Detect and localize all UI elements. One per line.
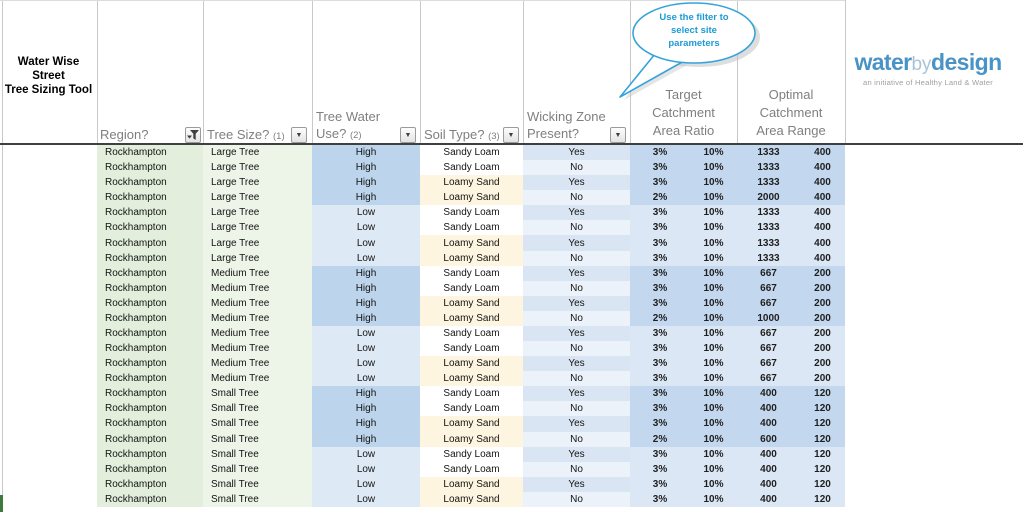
header-tree-size[interactable] <box>207 126 285 145</box>
table-cell[interactable]: 667 <box>737 356 800 371</box>
table-cell[interactable]: 3% <box>630 235 690 250</box>
table-cell[interactable]: 10% <box>690 401 737 416</box>
table-cell[interactable]: 200 <box>800 266 845 281</box>
table-cell[interactable]: 10% <box>690 281 737 296</box>
table-cell[interactable]: Yes <box>523 477 630 492</box>
table-cell[interactable]: No <box>523 220 630 235</box>
table-cell[interactable]: Rockhampton <box>97 190 203 205</box>
table-cell[interactable]: 667 <box>737 326 800 341</box>
table-cell[interactable]: 1333 <box>737 205 800 220</box>
table-cell[interactable]: No <box>523 432 630 447</box>
table-cell[interactable]: 400 <box>737 386 800 401</box>
table-cell[interactable]: Yes <box>523 175 630 190</box>
table-cell[interactable]: 120 <box>800 386 845 401</box>
table-cell[interactable]: 3% <box>630 462 690 477</box>
table-row <box>97 235 845 250</box>
table-cell[interactable]: 10% <box>690 371 737 386</box>
table-row <box>97 220 845 235</box>
table-cell[interactable]: Small Tree <box>203 386 312 401</box>
table-cell[interactable]: Loamy Sand <box>420 416 523 431</box>
table-cell[interactable]: Loamy Sand <box>420 296 523 311</box>
tree-water-filter-button[interactable] <box>400 127 416 143</box>
header-tree-water-line2-wrap <box>316 125 380 144</box>
table-cell[interactable]: 10% <box>690 296 737 311</box>
tree-size-filter-button[interactable] <box>291 127 307 143</box>
table-cell[interactable]: Rockhampton <box>97 356 203 371</box>
table-cell[interactable]: 400 <box>737 447 800 462</box>
table-row <box>97 251 845 266</box>
logo-word-water: water <box>854 49 912 75</box>
table-cell[interactable]: No <box>523 341 630 356</box>
table-cell[interactable]: Large Tree <box>203 190 312 205</box>
table-cell[interactable]: Loamy Sand <box>420 311 523 326</box>
header-wicking-line2: Present? <box>527 126 580 141</box>
table-cell[interactable]: 10% <box>690 145 737 160</box>
table-cell[interactable]: 3% <box>630 492 690 507</box>
table-cell[interactable]: Yes <box>523 326 630 341</box>
callout-line1: Use the filter to <box>659 12 729 23</box>
table-cell[interactable]: No <box>523 462 630 477</box>
table-cell[interactable]: Rockhampton <box>97 477 203 492</box>
table-cell[interactable]: No <box>523 251 630 266</box>
table-cell[interactable]: Yes <box>523 235 630 250</box>
column-gridline <box>845 0 846 143</box>
table-row <box>97 175 845 190</box>
table-cell[interactable]: Small Tree <box>203 416 312 431</box>
table-cell[interactable]: Rockhampton <box>97 145 203 160</box>
table-cell[interactable]: 2% <box>630 190 690 205</box>
table-cell[interactable]: Rockhampton <box>97 447 203 462</box>
column-gridline <box>203 0 204 143</box>
tool-title-line2: Tree Sizing Tool <box>4 84 93 96</box>
table-cell[interactable]: 3% <box>630 416 690 431</box>
table-cell[interactable]: Sandy Loam <box>420 266 523 281</box>
table-cell[interactable]: No <box>523 371 630 386</box>
logo-word-by: by <box>911 54 932 75</box>
table-cell[interactable]: Low <box>312 477 420 492</box>
header-target-line3: Area Ratio <box>652 123 715 138</box>
table-row <box>97 266 845 281</box>
table-cell[interactable]: Sandy Loam <box>420 462 523 477</box>
table-cell[interactable]: Rockhampton <box>97 462 203 477</box>
table-cell[interactable]: High <box>312 266 420 281</box>
table-cell[interactable]: 3% <box>630 386 690 401</box>
table-cell[interactable]: 3% <box>630 296 690 311</box>
table-cell[interactable]: 3% <box>630 160 690 175</box>
table-cell[interactable]: 400 <box>800 205 845 220</box>
table-cell[interactable]: 200 <box>800 341 845 356</box>
table-cell[interactable]: 667 <box>737 371 800 386</box>
table-cell[interactable]: Yes <box>523 447 630 462</box>
table-cell[interactable]: 120 <box>800 416 845 431</box>
table-row <box>97 462 845 477</box>
table-cell[interactable]: Small Tree <box>203 432 312 447</box>
table-cell[interactable]: 120 <box>800 401 845 416</box>
table-cell[interactable]: High <box>312 281 420 296</box>
region-filter-button[interactable] <box>185 127 201 143</box>
header-target-line1: Target <box>665 87 702 102</box>
dropdown-arrow-icon: ▼ <box>507 131 515 139</box>
table-cell[interactable]: 10% <box>690 386 737 401</box>
table-cell[interactable]: Medium Tree <box>203 341 312 356</box>
table-cell[interactable]: Small Tree <box>203 462 312 477</box>
soil-type-filter-button[interactable] <box>503 127 519 143</box>
water-by-design-logo <box>848 50 1008 87</box>
table-cell[interactable]: Low <box>312 447 420 462</box>
table-cell[interactable]: High <box>312 296 420 311</box>
table-cell[interactable]: High <box>312 432 420 447</box>
table-cell[interactable]: Low <box>312 220 420 235</box>
table-cell[interactable]: Loamy Sand <box>420 492 523 507</box>
callout-line2: select site <box>671 25 717 36</box>
table-cell[interactable]: 10% <box>690 356 737 371</box>
table-cell[interactable]: 10% <box>690 462 737 477</box>
table-cell[interactable]: Loamy Sand <box>420 190 523 205</box>
table-cell[interactable]: No <box>523 492 630 507</box>
table-cell[interactable]: Rockhampton <box>97 266 203 281</box>
table-cell[interactable]: 400 <box>800 145 845 160</box>
table-cell[interactable]: 10% <box>690 175 737 190</box>
table-cell[interactable]: Medium Tree <box>203 371 312 386</box>
table-cell[interactable]: No <box>523 190 630 205</box>
table-cell[interactable]: High <box>312 145 420 160</box>
table-cell[interactable]: 2% <box>630 311 690 326</box>
header-soil-type-label: Soil Type? <box>424 127 485 142</box>
column-gridline <box>97 0 98 143</box>
header-soil-type-number: (3) <box>488 131 500 142</box>
table-cell[interactable]: 400 <box>800 220 845 235</box>
table-cell[interactable]: Sandy Loam <box>420 341 523 356</box>
header-soil-type[interactable] <box>424 126 500 145</box>
callout-bubble <box>600 0 780 105</box>
table-cell[interactable]: 10% <box>690 326 737 341</box>
table-cell[interactable]: 200 <box>800 326 845 341</box>
table-cell[interactable]: 200 <box>800 281 845 296</box>
table-row <box>97 371 845 386</box>
table-cell[interactable]: 120 <box>800 432 845 447</box>
column-gridline <box>523 0 524 143</box>
table-row <box>97 401 845 416</box>
table-cell[interactable]: No <box>523 160 630 175</box>
table-cell[interactable]: Large Tree <box>203 175 312 190</box>
table-cell[interactable]: 10% <box>690 205 737 220</box>
table-cell[interactable]: Small Tree <box>203 492 312 507</box>
table-cell[interactable]: 1333 <box>737 145 800 160</box>
table-cell[interactable]: 10% <box>690 432 737 447</box>
table-cell[interactable]: Yes <box>523 416 630 431</box>
table-cell[interactable]: High <box>312 190 420 205</box>
table-row <box>97 190 845 205</box>
table-cell[interactable]: 10% <box>690 235 737 250</box>
table-cell[interactable]: 3% <box>630 447 690 462</box>
table-row <box>97 447 845 462</box>
header-target-line2: Catchment <box>652 105 715 120</box>
header-tree-water-number: (2) <box>349 130 362 141</box>
table-cell[interactable]: 667 <box>737 296 800 311</box>
table-cell[interactable]: No <box>523 401 630 416</box>
column-gridline <box>312 0 313 143</box>
table-cell[interactable]: Yes <box>523 386 630 401</box>
table-cell[interactable]: Small Tree <box>203 477 312 492</box>
applied-filter-icon <box>187 129 200 141</box>
table-cell[interactable]: Loamy Sand <box>420 477 523 492</box>
table-cell[interactable]: 10% <box>690 447 737 462</box>
table-cell[interactable]: Sandy Loam <box>420 401 523 416</box>
tool-title-line1: Water Wise Street <box>17 56 80 82</box>
table-cell[interactable]: 1333 <box>737 235 800 250</box>
table-cell[interactable]: Yes <box>523 145 630 160</box>
table-cell[interactable]: Sandy Loam <box>420 205 523 220</box>
table-cell[interactable]: Medium Tree <box>203 281 312 296</box>
table-cell[interactable]: Rockhampton <box>97 296 203 311</box>
table-cell[interactable]: Low <box>312 326 420 341</box>
table-cell[interactable]: Yes <box>523 205 630 220</box>
table-cell[interactable]: 1333 <box>737 160 800 175</box>
header-tree-water-line1: Tree Water <box>316 109 381 124</box>
table-cell[interactable]: Loamy Sand <box>420 251 523 266</box>
table-cell[interactable]: 2000 <box>737 190 800 205</box>
table-cell[interactable]: 10% <box>690 220 737 235</box>
table-cell[interactable]: Sandy Loam <box>420 447 523 462</box>
table-row <box>97 205 845 220</box>
header-tree-size-label: Tree Size? <box>207 127 270 142</box>
table-cell[interactable]: Low <box>312 205 420 220</box>
table-row <box>97 386 845 401</box>
dropdown-arrow-icon: ▼ <box>404 131 412 139</box>
table-cell[interactable]: Large Tree <box>203 205 312 220</box>
table-cell[interactable]: 667 <box>737 281 800 296</box>
dropdown-arrow-icon: ▼ <box>614 131 622 139</box>
table-cell[interactable]: Rockhampton <box>97 326 203 341</box>
table-cell[interactable]: 600 <box>737 432 800 447</box>
table-row <box>97 145 845 160</box>
table-cell[interactable]: Low <box>312 462 420 477</box>
table-cell[interactable]: High <box>312 416 420 431</box>
table-cell[interactable]: Medium Tree <box>203 356 312 371</box>
table-cell[interactable]: Large Tree <box>203 235 312 250</box>
header-wicking-zone[interactable] <box>527 108 606 142</box>
table-cell[interactable]: Rockhampton <box>97 401 203 416</box>
table-cell[interactable]: 120 <box>800 492 845 507</box>
table-cell[interactable]: Yes <box>523 266 630 281</box>
table-cell[interactable]: Yes <box>523 356 630 371</box>
table-cell[interactable]: 400 <box>800 160 845 175</box>
table-cell[interactable]: 3% <box>630 371 690 386</box>
table-cell[interactable]: Sandy Loam <box>420 220 523 235</box>
table-cell[interactable]: Rockhampton <box>97 492 203 507</box>
table-cell[interactable]: Large Tree <box>203 145 312 160</box>
dropdown-arrow-icon: ▼ <box>295 131 303 139</box>
table-cell[interactable]: 400 <box>737 462 800 477</box>
header-tree-water[interactable] <box>316 108 380 144</box>
table-cell[interactable]: Rockhampton <box>97 205 203 220</box>
table-cell[interactable]: 667 <box>737 266 800 281</box>
table-cell[interactable]: 3% <box>630 401 690 416</box>
callout-text <box>624 11 764 50</box>
table-cell[interactable]: 200 <box>800 311 845 326</box>
table-cell[interactable]: 1333 <box>737 175 800 190</box>
table-cell[interactable]: Sandy Loam <box>420 145 523 160</box>
table-row <box>97 311 845 326</box>
table-cell[interactable]: Low <box>312 371 420 386</box>
table-cell[interactable]: 3% <box>630 266 690 281</box>
table-cell[interactable]: Low <box>312 235 420 250</box>
table-cell[interactable]: 400 <box>800 190 845 205</box>
table-cell[interactable]: 10% <box>690 160 737 175</box>
table-row <box>97 341 845 356</box>
table-cell[interactable]: Loamy Sand <box>420 175 523 190</box>
table-cell[interactable]: 3% <box>630 205 690 220</box>
table-row <box>97 432 845 447</box>
table-row <box>97 356 845 371</box>
table-cell[interactable]: High <box>312 311 420 326</box>
table-cell[interactable]: Rockhampton <box>97 281 203 296</box>
table-cell[interactable]: Rockhampton <box>97 175 203 190</box>
table-cell[interactable]: Loamy Sand <box>420 356 523 371</box>
table-cell[interactable]: Rockhampton <box>97 432 203 447</box>
header-optimal-line2: Catchment <box>759 105 823 120</box>
table-cell[interactable]: Large Tree <box>203 251 312 266</box>
table-cell[interactable]: Medium Tree <box>203 266 312 281</box>
table-cell[interactable]: 667 <box>737 341 800 356</box>
table-cell[interactable]: Loamy Sand <box>420 432 523 447</box>
table-cell[interactable]: 120 <box>800 477 845 492</box>
table-cell[interactable]: 400 <box>737 492 800 507</box>
table-cell[interactable]: No <box>523 281 630 296</box>
table-cell[interactable]: Rockhampton <box>97 386 203 401</box>
table-cell[interactable]: 400 <box>737 401 800 416</box>
table-cell[interactable]: 10% <box>690 492 737 507</box>
logo-tagline: an initiative of Healthy Land & Water <box>863 78 993 87</box>
table-cell[interactable]: 10% <box>690 266 737 281</box>
table-cell[interactable]: 120 <box>800 462 845 477</box>
table-cell[interactable]: 1333 <box>737 220 800 235</box>
table-cell[interactable]: Large Tree <box>203 160 312 175</box>
table-cell[interactable]: 10% <box>690 416 737 431</box>
table-row <box>97 492 845 507</box>
table-cell[interactable]: 1333 <box>737 251 800 266</box>
table-cell[interactable]: Sandy Loam <box>420 386 523 401</box>
header-optimal-line1: Optimal <box>768 87 814 102</box>
table-cell[interactable]: 3% <box>630 251 690 266</box>
table-cell[interactable]: Rockhampton <box>97 251 203 266</box>
table-cell[interactable]: Small Tree <box>203 447 312 462</box>
table-cell[interactable]: 400 <box>800 251 845 266</box>
table-row <box>97 296 845 311</box>
table-cell[interactable]: Yes <box>523 296 630 311</box>
callout-line3: parameters <box>668 38 720 49</box>
table-cell[interactable]: Sandy Loam <box>420 326 523 341</box>
table-cell[interactable]: No <box>523 311 630 326</box>
table-cell[interactable]: Medium Tree <box>203 311 312 326</box>
table-cell[interactable]: 10% <box>690 341 737 356</box>
table-cell[interactable]: High <box>312 401 420 416</box>
header-optimal-line3: Area Range <box>756 123 826 138</box>
table-cell[interactable]: 3% <box>630 145 690 160</box>
table-cell[interactable]: Medium Tree <box>203 296 312 311</box>
table-cell[interactable]: Rockhampton <box>97 416 203 431</box>
table-cell[interactable]: 200 <box>800 356 845 371</box>
tool-title <box>0 55 97 97</box>
table-cell[interactable]: Medium Tree <box>203 326 312 341</box>
table-cell[interactable]: Rockhampton <box>97 160 203 175</box>
table-cell[interactable]: 3% <box>630 326 690 341</box>
table-cell[interactable]: Rockhampton <box>97 371 203 386</box>
table-cell[interactable]: 10% <box>690 190 737 205</box>
table-cell[interactable]: 3% <box>630 220 690 235</box>
header-tree-water-line2: Use? <box>316 126 347 141</box>
header-region-label: Region? <box>100 127 149 142</box>
table-cell[interactable]: High <box>312 386 420 401</box>
table-cell[interactable]: Rockhampton <box>97 220 203 235</box>
logo-wordmark <box>848 50 1008 77</box>
table-cell[interactable]: Large Tree <box>203 220 312 235</box>
table-cell[interactable]: Small Tree <box>203 401 312 416</box>
table-cell[interactable]: 400 <box>737 416 800 431</box>
table-cell[interactable]: Sandy Loam <box>420 160 523 175</box>
table-cell[interactable]: Sandy Loam <box>420 281 523 296</box>
table-cell[interactable]: 3% <box>630 281 690 296</box>
table-cell[interactable]: 3% <box>630 356 690 371</box>
table-cell[interactable]: Low <box>312 492 420 507</box>
table-cell[interactable]: Rockhampton <box>97 311 203 326</box>
table-cell[interactable]: 3% <box>630 341 690 356</box>
column-gridline <box>420 0 421 143</box>
table-cell[interactable]: 200 <box>800 371 845 386</box>
table-cell[interactable]: 3% <box>630 175 690 190</box>
table-cell[interactable]: 10% <box>690 251 737 266</box>
table-cell[interactable]: 2% <box>630 432 690 447</box>
table-cell[interactable]: High <box>312 160 420 175</box>
table-cell[interactable]: 400 <box>737 477 800 492</box>
header-tree-size-number: (1) <box>273 131 285 142</box>
table-cell[interactable]: 400 <box>800 175 845 190</box>
table-cell[interactable]: Loamy Sand <box>420 235 523 250</box>
sheet-edge-marker <box>0 495 3 512</box>
table-row <box>97 160 845 175</box>
table-cell[interactable]: Low <box>312 356 420 371</box>
table-row <box>97 326 845 341</box>
table-cell[interactable]: Low <box>312 251 420 266</box>
table-cell[interactable]: 10% <box>690 311 737 326</box>
table-cell[interactable]: 120 <box>800 447 845 462</box>
table-cell[interactable]: Rockhampton <box>97 235 203 250</box>
table-row <box>97 416 845 431</box>
table-row <box>97 281 845 296</box>
table-cell[interactable]: Loamy Sand <box>420 371 523 386</box>
table-cell[interactable]: High <box>312 175 420 190</box>
table-cell[interactable]: 3% <box>630 477 690 492</box>
header-region[interactable] <box>100 126 148 143</box>
table-cell[interactable]: 1000 <box>737 311 800 326</box>
table-cell[interactable]: 10% <box>690 477 737 492</box>
table-cell[interactable]: Rockhampton <box>97 341 203 356</box>
table-cell[interactable]: 200 <box>800 296 845 311</box>
table-cell[interactable]: Low <box>312 341 420 356</box>
logo-word-design: design <box>931 49 1002 75</box>
header-wicking-line1: Wicking Zone <box>527 109 606 124</box>
table-cell[interactable]: 400 <box>800 235 845 250</box>
wicking-zone-filter-button[interactable] <box>610 127 626 143</box>
table-row <box>97 477 845 492</box>
